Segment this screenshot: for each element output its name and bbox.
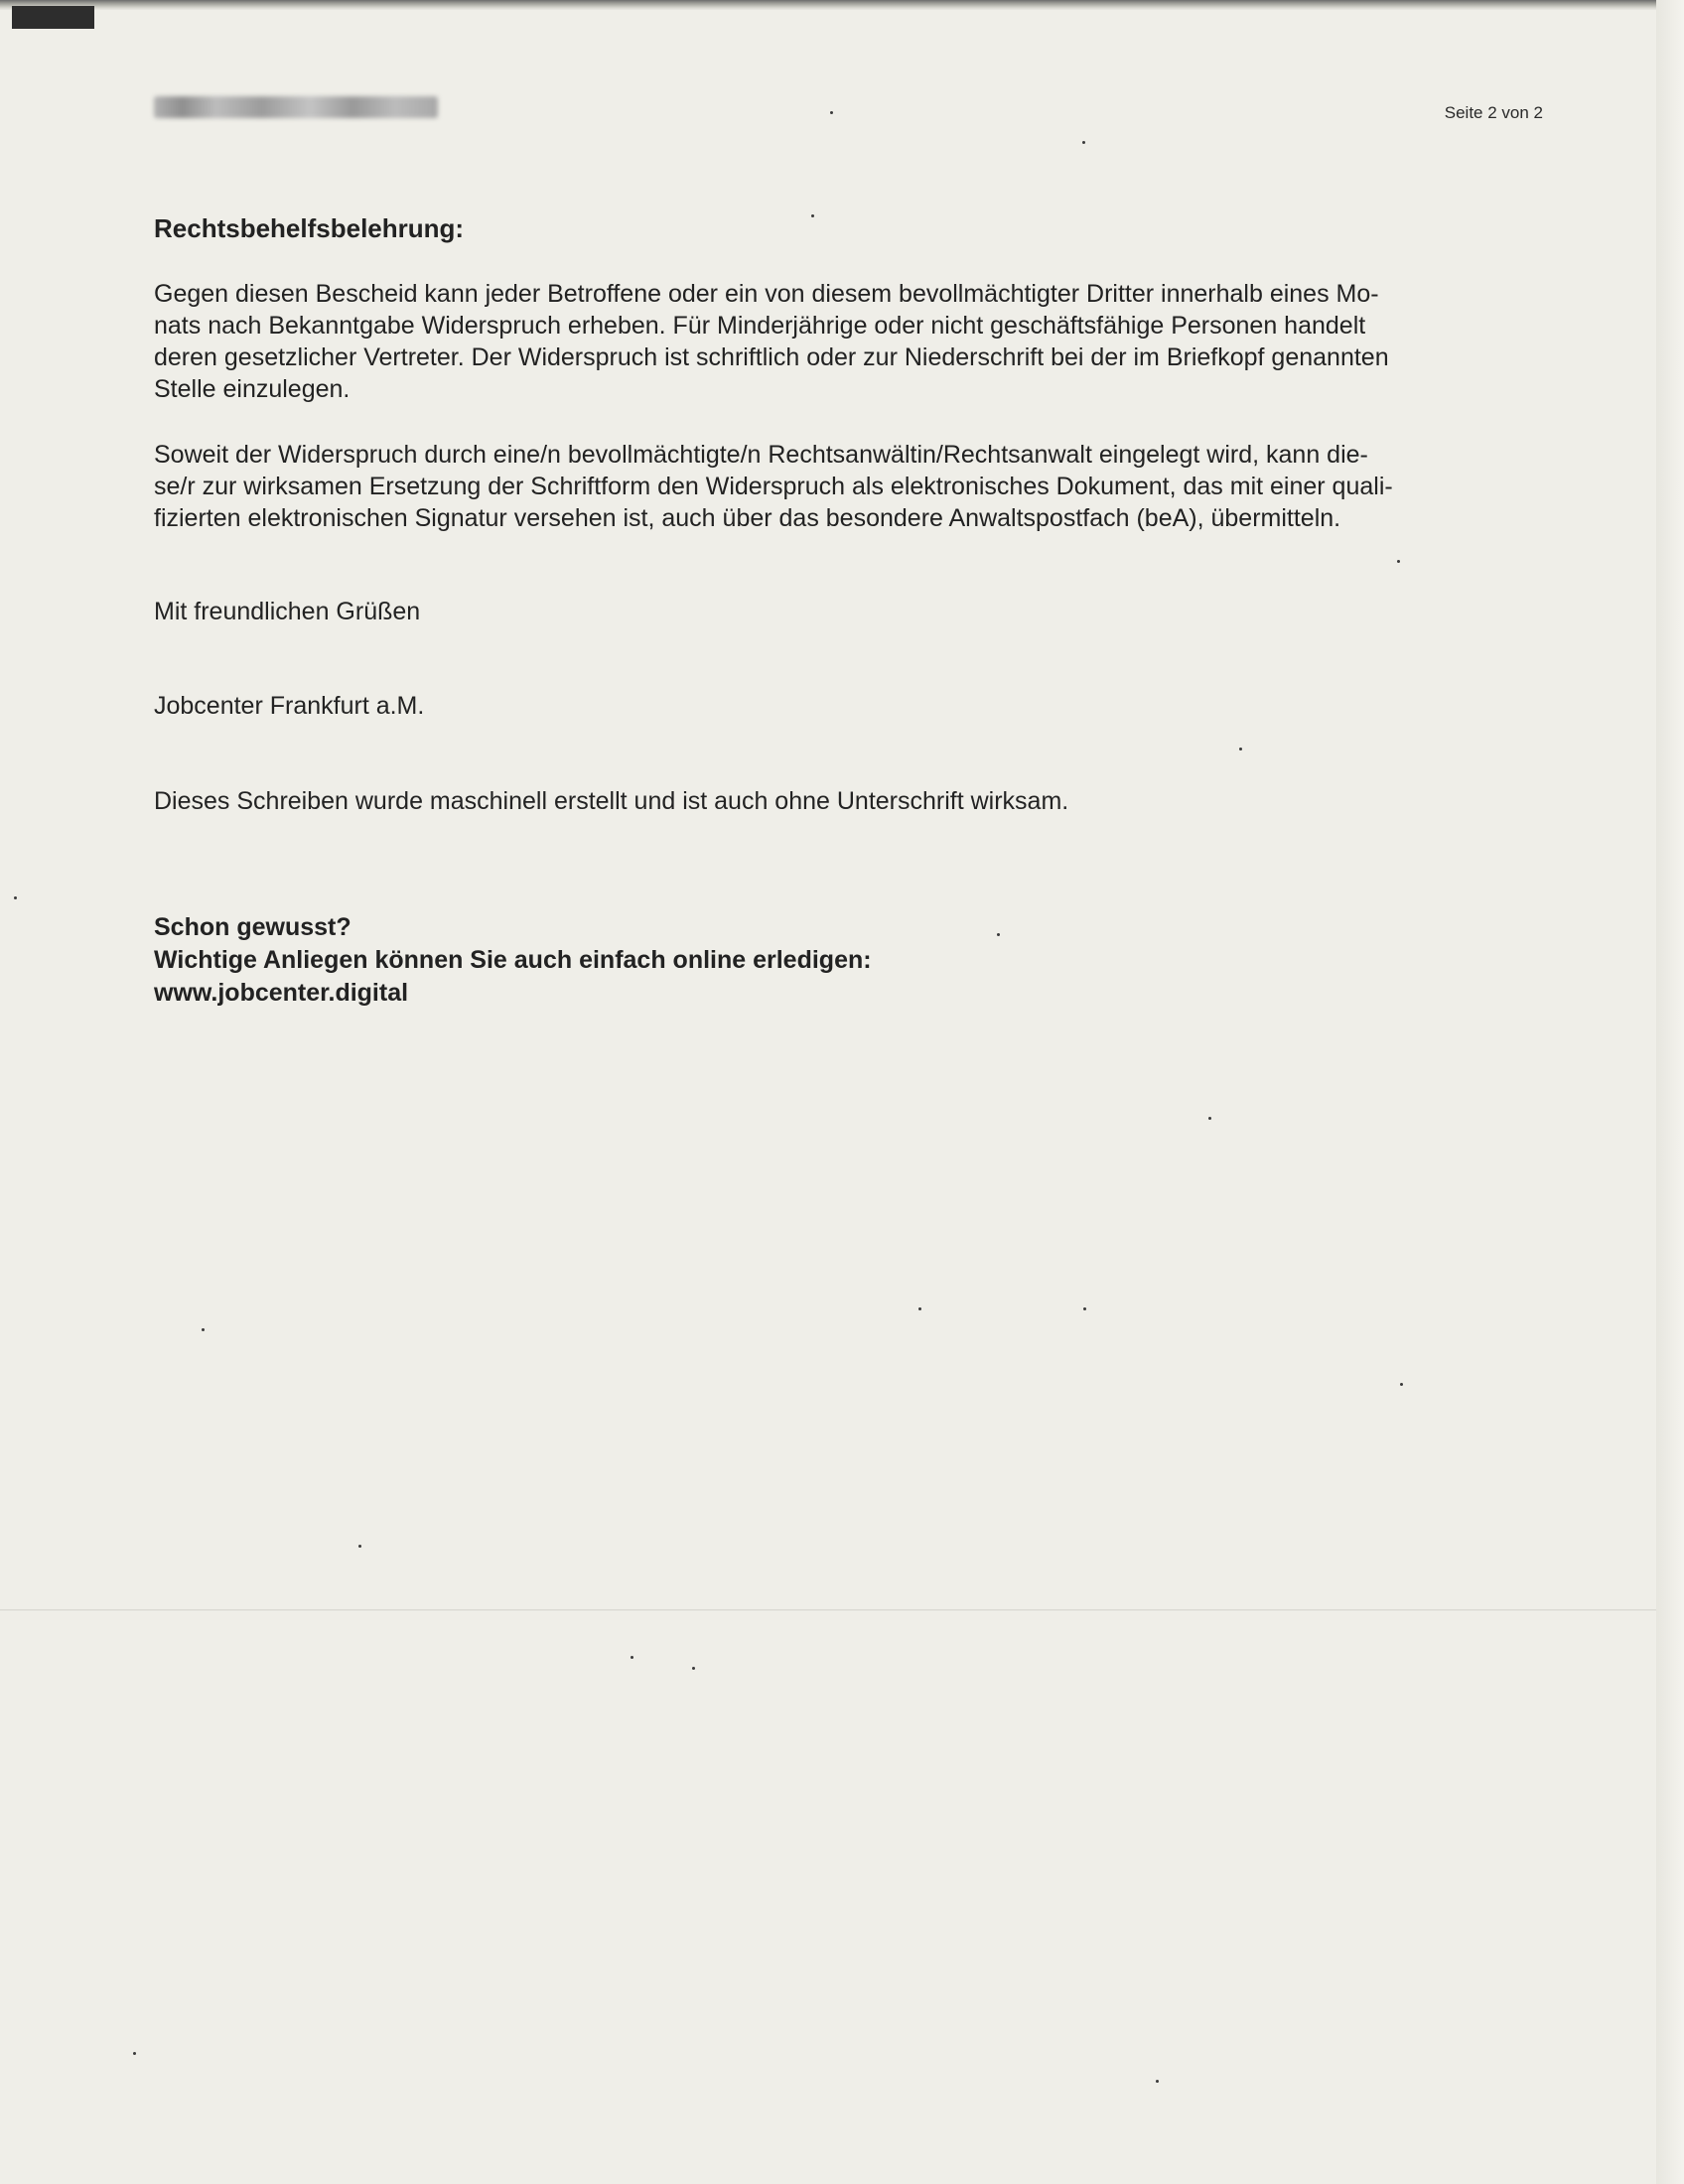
paper-fold-line	[0, 1609, 1656, 1612]
text-line: Gegen diesen Bescheid kann jeder Betroffene oder ein von diesem bevollmächtigter Dritter innerhalb eines Mo-	[154, 280, 1379, 308]
scan-speck	[1239, 748, 1242, 751]
legal-remedy-heading: Rechtsbehelfsbelehrung:	[154, 213, 465, 243]
text-line: nats nach Bekanntgabe Widerspruch erheben. Für Minderjährige oder nicht geschäftsfähige Personen handelt	[154, 312, 1366, 340]
scan-speck	[631, 1656, 633, 1659]
scan-speck	[692, 1667, 695, 1670]
closing-greeting: Mit freundlichen Grüßen	[154, 598, 421, 625]
scan-speck	[1208, 1117, 1211, 1120]
scan-speck	[1156, 2080, 1159, 2083]
objection-paragraph	[154, 278, 1544, 405]
scan-speck	[997, 933, 1000, 936]
sender-name: Jobcenter Frankfurt a.M.	[154, 692, 425, 720]
info-line: Schon gewusst?	[154, 913, 351, 941]
text-line: se/r zur wirksamen Ersetzung der Schriftform den Widerspruch als elektronisches Dokument, das mit einer quali-	[154, 473, 1393, 500]
scan-speck	[830, 111, 833, 114]
scan-speck	[358, 1545, 361, 1548]
online-services-info	[154, 911, 1544, 1010]
lawyer-paragraph	[154, 439, 1544, 534]
info-line: Wichtige Anliegen können Sie auch einfach online erledigen:	[154, 946, 872, 974]
scan-top-border	[0, 0, 1684, 10]
scan-speck	[1397, 560, 1400, 563]
scan-speck	[202, 1328, 205, 1331]
text-line: Soweit der Widerspruch durch eine/n bevollmächtigte/n Rechtsanwältin/Rechtsanwalt eingelegt wird, kann die-	[154, 441, 1368, 469]
redacted-reference	[154, 96, 438, 118]
scan-speck	[133, 2052, 136, 2055]
automated-letter-note: Dieses Schreiben wurde maschinell erstellt und ist auch ohne Unterschrift wirksam.	[154, 787, 1069, 815]
scan-speck	[1400, 1383, 1403, 1386]
page-number: Seite 2 von 2	[1444, 103, 1543, 122]
text-line: deren gesetzlicher Vertreter. Der Widerspruch ist schriftlich oder zur Niederschrift bei der im Briefkopf genannten	[154, 343, 1389, 371]
scan-right-edge	[1656, 0, 1684, 2184]
text-line: fizierten elektronischen Signatur versehen ist, auch über das besondere Anwaltspostfach (beA), übermitteln.	[154, 504, 1341, 532]
letter-body	[154, 213, 1544, 1010]
text-line: Stelle einzulegen.	[154, 375, 351, 403]
scan-speck	[1083, 1307, 1086, 1310]
corner-marker	[12, 6, 94, 29]
scan-speck	[1082, 141, 1085, 144]
website-link[interactable]: www.jobcenter.digital	[154, 979, 409, 1007]
scan-speck	[14, 896, 17, 899]
scan-speck	[918, 1307, 921, 1310]
scan-speck	[811, 214, 814, 217]
